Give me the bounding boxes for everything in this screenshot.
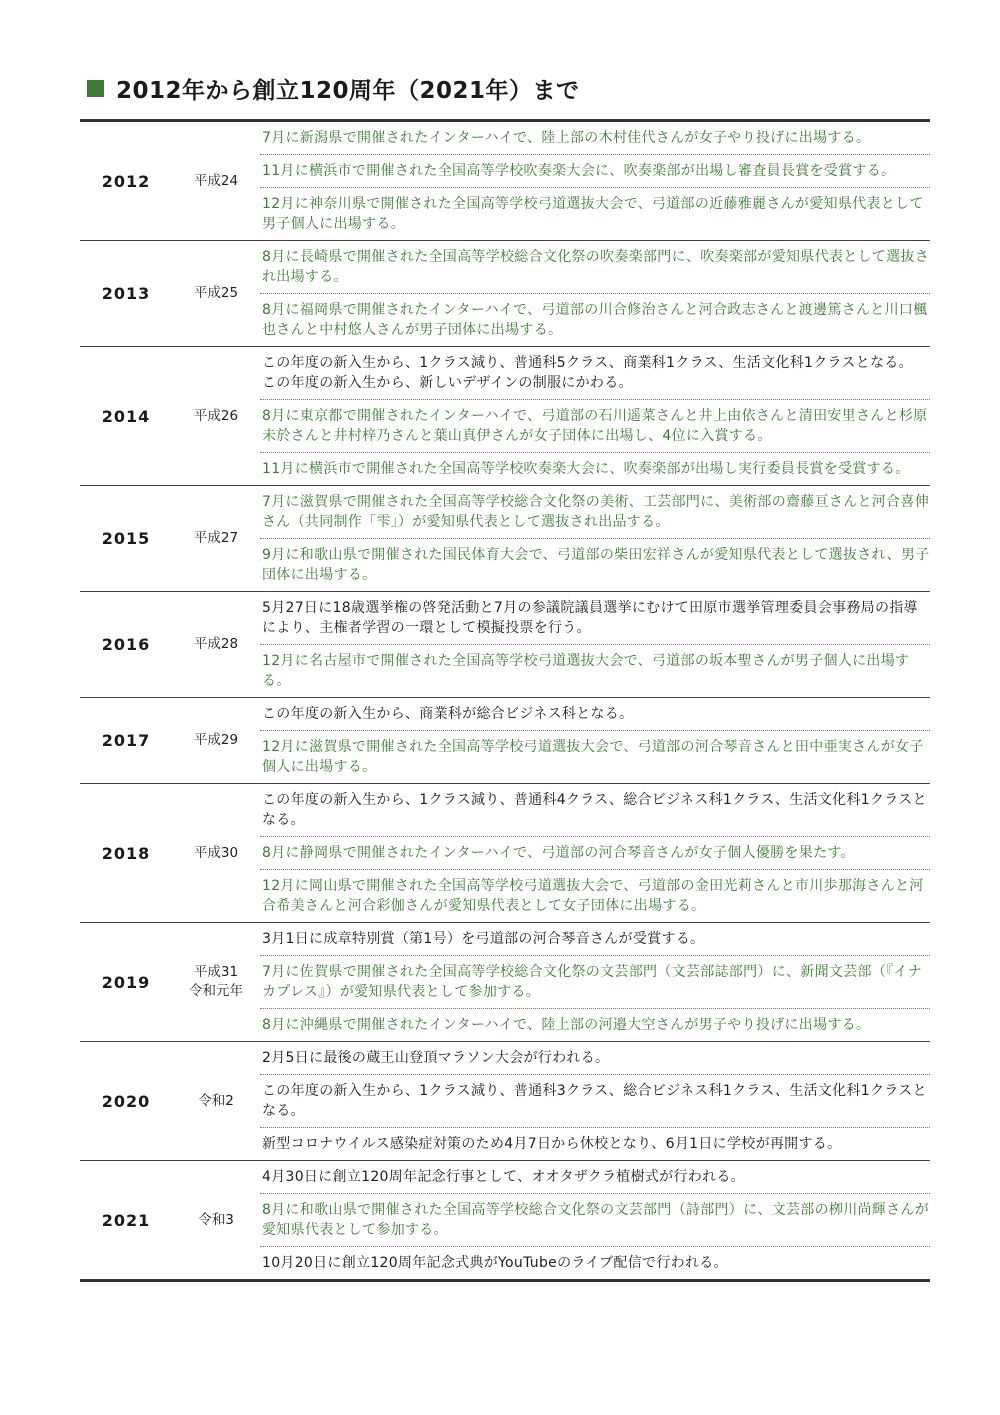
- era-label: [172, 241, 260, 346]
- year-label: 2021: [101, 1210, 151, 1230]
- event-item: 8月に和歌山県で開催された全国高等学校総合文化祭の文芸部門（詩部門）に、文芸部の栁川尚輝さんが愛知県代表として参加する。: [260, 1193, 930, 1246]
- era-name: 令和2: [198, 1092, 234, 1109]
- era-label: [172, 347, 260, 485]
- event-list: [260, 923, 930, 1041]
- year-label: 2013: [101, 284, 151, 303]
- year-label: 2015: [101, 529, 151, 548]
- year-row: [80, 1160, 930, 1279]
- green-square-icon: [87, 80, 104, 97]
- event-item: 3月1日に成章特別賞（第1号）を弓道部の河合琴音さんが受賞する。: [262, 931, 705, 947]
- event-list: [260, 347, 930, 485]
- era-name: 平成28: [193, 636, 239, 652]
- event-list: [260, 241, 930, 346]
- era-name: 令和元年: [189, 983, 243, 999]
- year-row: [80, 122, 930, 240]
- event-item: 5月27日に18歳選挙権の啓発活動と7月の参議院議員選挙にむけて田原市選挙管理委員会事務局の指導により、主権者学習の一環として模擬投票を行う。: [262, 600, 918, 636]
- event-item: この年度の新入生から、1クラス減り、普通科3クラス、総合ビジネス科1クラス、生活文化科1クラスとなる。: [260, 1074, 930, 1127]
- event-item: 12月に神奈川県で開催された全国高等学校弓道選抜大会で、弓道部の近藤雅麗さんが愛知県代表として男子個人に出場する。: [260, 187, 930, 240]
- event-item: 7月に佐賀県で開催された全国高等学校総合文化祭の文芸部門（文芸部誌部門）に、新聞文芸部（『イナカプレス』）が愛知県代表として参加する。: [260, 955, 930, 1008]
- year-row: [80, 697, 930, 783]
- era-name: 平成27: [193, 530, 239, 546]
- year-label: 2019: [101, 972, 151, 992]
- year-row: [80, 346, 930, 485]
- era-label: [172, 1161, 260, 1279]
- year-row: [80, 1041, 930, 1160]
- year-label: 2020: [101, 1091, 151, 1111]
- event-item: 11月に横浜市で開催された全国高等学校吹奏楽大会に、吹奏楽部が出場し実行委員長賞を受賞する。: [260, 452, 930, 485]
- era-name: 平成31: [193, 964, 239, 980]
- era-label: [172, 923, 260, 1041]
- era-label: [172, 698, 260, 783]
- event-item: 7月に新潟県で開催されたインターハイで、陸上部の木村佳代さんが女子やり投げに出場する。: [262, 130, 871, 146]
- year-row: [80, 591, 930, 697]
- event-list: [260, 1042, 930, 1160]
- event-list: [260, 592, 930, 697]
- era-name: 平成24: [193, 172, 239, 189]
- year-label: 2017: [101, 731, 151, 750]
- era-name: 平成30: [193, 844, 239, 861]
- table-bottom-rule: [80, 1279, 930, 1282]
- event-item: 8月に東京都で開催されたインターハイで、弓道部の石川遥菜さんと井上由依さんと清田安里さんと杉原未於さんと井村梓乃さんと葉山真伊さんが女子団体に出場し、4位に入賞する。: [260, 399, 930, 452]
- event-list: [260, 122, 930, 240]
- event-item: この年度の新入生から、1クラス減り、普通科4クラス、総合ビジネス科1クラス、生活文化科1クラスとなる。: [262, 792, 927, 828]
- event-list: [260, 1161, 930, 1279]
- event-item: 12月に岡山県で開催された全国高等学校弓道選抜大会で、弓道部の金田光莉さんと市川歩那海さんと河合希美さんと河合彩伽さんが愛知県代表として女子団体に出場する。: [260, 869, 930, 922]
- heading-title: 2012年から創立120周年（2021年）まで: [116, 77, 580, 104]
- era-name: 平成29: [193, 732, 239, 748]
- era-name: 令和3: [198, 1211, 234, 1228]
- year-row: [80, 240, 930, 346]
- event-list: [260, 486, 930, 591]
- event-item: 8月に長崎県で開催された全国高等学校総合文化祭の吹奏楽部門に、吹奏楽部が愛知県代表として選抜され出場する。: [262, 249, 930, 285]
- event-list: [260, 784, 930, 922]
- event-item: 10月20日に創立120周年記念式典がYouTubeのライブ配信で行われる。: [260, 1246, 930, 1279]
- event-item: 11月に横浜市で開催された全国高等学校吹奏楽大会に、吹奏楽部が出場し審査員長賞を受賞する。: [260, 154, 930, 187]
- event-list: [260, 698, 930, 783]
- year-row: [80, 922, 930, 1041]
- era-label: [172, 592, 260, 697]
- event-item: 8月に沖縄県で開催されたインターハイで、陸上部の河邉大空さんが男子やり投げに出場する。: [260, 1008, 930, 1041]
- event-item: 4月30日に創立120周年記念行事として、オオタザクラ植樹式が行われる。: [262, 1169, 745, 1185]
- timeline-table: [80, 119, 930, 1282]
- year-row: [80, 783, 930, 922]
- era-label: [172, 784, 260, 922]
- year-label: 2018: [101, 843, 151, 863]
- event-item: 8月に福岡県で開催されたインターハイで、弓道部の川合修治さんと河合政志さんと渡邊篤さんと川口楓也さんと中村悠人さんが男子団体に出場する。: [260, 293, 930, 346]
- event-item: この年度の新入生から、商業科が総合ビジネス科となる。: [262, 706, 634, 722]
- event-item: 8月に静岡県で開催されたインターハイで、弓道部の河合琴音さんが女子個人優勝を果たす。: [260, 836, 930, 869]
- year-label: 2016: [101, 635, 151, 654]
- event-item: 2月5日に最後の蔵王山登頂マラソン大会が行われる。: [262, 1050, 610, 1066]
- year-label: 2014: [101, 406, 151, 426]
- era-name: 平成25: [193, 285, 239, 301]
- event-item: 12月に滋賀県で開催された全国高等学校弓道選抜大会で、弓道部の河合琴音さんと田中亜実さんが女子個人に出場する。: [260, 730, 930, 783]
- event-item: この年度の新入生から、1クラス減り、普通科5クラス、商業科1クラス、生活文化科1クラスとなる。 この年度の新入生から、新しいデザインの制服にかわる。: [262, 355, 913, 391]
- era-name: 平成26: [193, 407, 239, 424]
- year-row: [80, 485, 930, 591]
- era-label: [172, 1042, 260, 1160]
- year-label: 2012: [101, 171, 151, 191]
- event-item: 新型コロナウイルス感染症対策のため4月7日から休校となり、6月1日に学校が再開する。: [260, 1127, 930, 1160]
- era-label: [172, 486, 260, 591]
- era-label: [172, 122, 260, 240]
- section-heading: [87, 70, 580, 106]
- event-item: 12月に名古屋市で開催された全国高等学校弓道選抜大会で、弓道部の坂本聖さんが男子個人に出場する。: [260, 644, 930, 697]
- event-item: 9月に和歌山県で開催された国民体育大会で、弓道部の柴田宏祥さんが愛知県代表として選抜され、男子団体に出場する。: [260, 538, 930, 591]
- event-item: 7月に滋賀県で開催された全国高等学校総合文化祭の美術、工芸部門に、美術部の齋藤亘さんと河合喜伸さん（共同制作「雫」）が愛知県代表として選抜され出品する。: [262, 494, 930, 530]
